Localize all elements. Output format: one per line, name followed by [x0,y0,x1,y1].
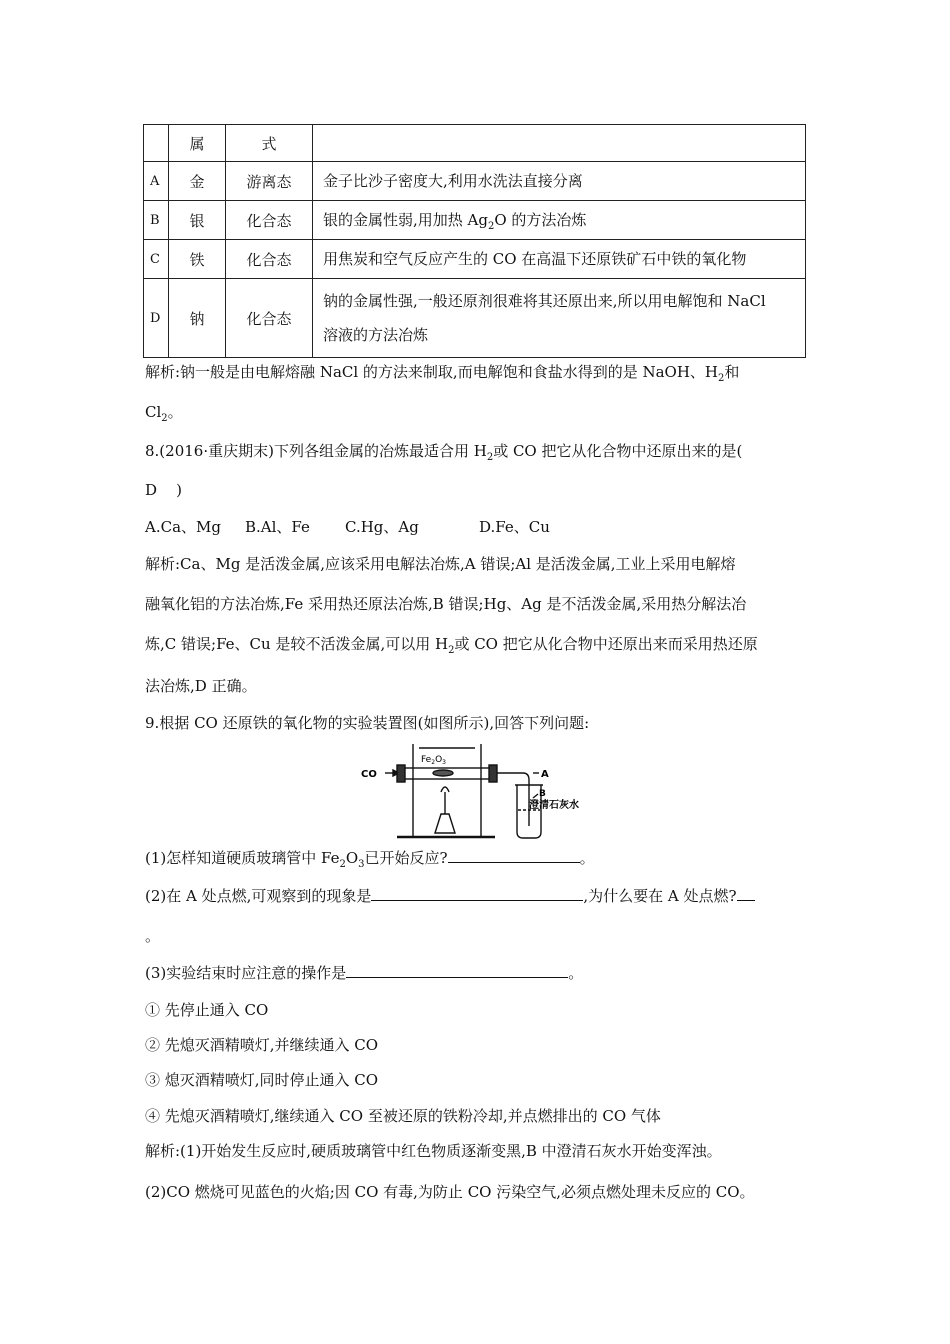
table-header-row [144,125,806,162]
method-text: 银的金属性弱,用加热 Ag [323,211,488,229]
q9-choice: ④ 先熄灭酒精喷灯,继续通入 CO 至被还原的铁粉冷却,并点燃排出的 CO 气体 [145,1107,661,1125]
q9-stem: 9.根据 CO 还原铁的氧化物的实验装置图(如图所示),回答下列问题: [145,714,590,732]
row-letter: B [144,201,169,240]
text: (2)在 A 处点燃,可观察到的现象是 [145,887,372,905]
text: 8.(2016·重庆期末)下列各组金属的冶炼最适合用 H [145,442,487,460]
text: 或 CO 把它从化合物中还原出来而采用热还原 [454,635,758,653]
row-state: 游离态 [226,162,313,201]
q9-part2 [145,886,755,906]
subscript: 2 [161,413,168,424]
table-row [144,279,806,358]
subscript: 2 [339,859,346,870]
label-a: A [541,769,549,780]
q9-choice: ① 先停止通入 CO [145,1001,269,1019]
method-line: 溶液的方法冶炼 [323,326,429,344]
limewater-label: 澄清石灰水 [529,800,579,811]
text: 已开始反应? [364,849,448,867]
row-metal: 钠 [169,279,226,358]
analysis7-line2 [145,402,183,422]
q8-analysis-line: 解析:Ca、Mg 是活泼金属,应该采用电解法冶炼,A 错误;Al 是活泼金属,工业上采用电解熔 [145,555,736,573]
row-letter: A [144,162,169,201]
text: 。 [568,964,584,982]
table-header-cell [313,125,806,162]
q9-part2-end: 。 [145,927,161,945]
q9-analysis: 解析:(1)开始发生反应时,硬质玻璃管中红色物质逐渐变黑,B 中澄清石灰水开始变浑浊。 [145,1142,722,1160]
text: O [345,849,359,867]
q8-options [145,517,550,537]
stopper-right [489,765,497,782]
pointer-b [533,794,538,798]
answer-blank[interactable] [371,886,583,901]
analysis7-line1 [145,362,739,382]
subscript: 3 [358,859,365,870]
option-a: A.Ca、Mg [145,518,221,536]
text: 。 [579,849,595,867]
q8-analysis-line: 法冶炼,D 正确。 [145,677,257,695]
table-header-cell: 式 [226,125,313,162]
subscript: 2 [448,645,455,656]
answer-blank[interactable] [737,886,755,901]
label-b: B [539,789,546,799]
fe2o3-label: $Fe_2O_3$ [421,755,446,766]
text: 和 [724,363,740,381]
row-metal: 铁 [169,240,226,279]
subscript: 2 [718,373,725,384]
q8-stem [145,441,742,461]
q8-analysis-line [145,634,758,654]
row-method [313,279,806,358]
option-d: D.Fe、Cu [479,518,550,536]
metal-table [143,124,806,358]
row-letter: C [144,240,169,279]
text: ,为什么要在 A 处点燃? [583,887,737,905]
table-row [144,201,806,240]
method-line: 钠的金属性强,一般还原剂很难将其还原出来,所以用电解饱和 NaCl [323,292,766,310]
q9-choice: ② 先熄灭酒精喷灯,并继续通入 CO [145,1036,379,1054]
answer-blank[interactable] [346,963,568,978]
table-header-cell [144,125,169,162]
option-c: C.Hg、Ag [345,518,419,536]
text: Cl [145,403,162,421]
fe2o3-powder [433,770,453,776]
text: 解析:钠一般是由电解熔融 NaCl 的方法来制取,而电解饱和食盐水得到的是 NaOH、H [145,363,718,381]
table-row [144,162,806,201]
row-state: 化合态 [226,279,313,358]
row-state: 化合态 [226,240,313,279]
text: 炼,C 错误;Fe、Cu 是较不活泼金属,可以用 H [145,635,449,653]
row-metal: 银 [169,201,226,240]
row-method [313,201,806,240]
q9-part3 [145,963,583,983]
q9-analysis: (2)CO 燃烧可见蓝色的火焰;因 CO 有毒,为防止 CO 污染空气,必须点燃处理未反应的 CO。 [145,1183,755,1201]
method-subscript: 2 [487,221,495,232]
q9-part1 [145,848,595,868]
stopper-left [397,765,405,782]
row-method: 金子比沙子密度大,利用水洗法直接分离 [313,162,806,201]
subscript: 2 [486,452,494,463]
table-header-cell: 属 [169,125,226,162]
q9-choice: ③ 熄灭酒精喷灯,同时停止通入 CO [145,1071,379,1089]
q8-analysis-line: 融氧化铝的方法冶炼,Fe 采用热还原法冶炼,B 错误;Hg、Ag 是不活泼金属,采用热分解法冶 [145,595,747,613]
text: (1)怎样知道硬质玻璃管中 Fe [145,849,340,867]
row-metal: 金 [169,162,226,201]
row-method: 用焦炭和空气反应产生的 CO 在高温下还原铁矿石中铁的氧化物 [313,240,806,279]
q8-answer: D ) [145,481,182,499]
text: 或 CO 把它从化合物中还原出来的是( [493,442,743,460]
text: (3)实验结束时应注意的操作是 [145,964,347,982]
row-letter: D [144,279,169,358]
alcohol-lamp [435,814,455,833]
answer-blank[interactable] [448,848,580,863]
table-row [144,240,806,279]
delivery-tube [497,773,529,826]
text: 。 [167,403,183,421]
flame [441,787,449,792]
method-text: O 的方法冶炼 [494,211,587,229]
apparatus-diagram [357,740,597,840]
row-state: 化合态 [226,201,313,240]
option-b: B.Al、Fe [245,518,310,536]
co-label: CO [361,769,377,780]
